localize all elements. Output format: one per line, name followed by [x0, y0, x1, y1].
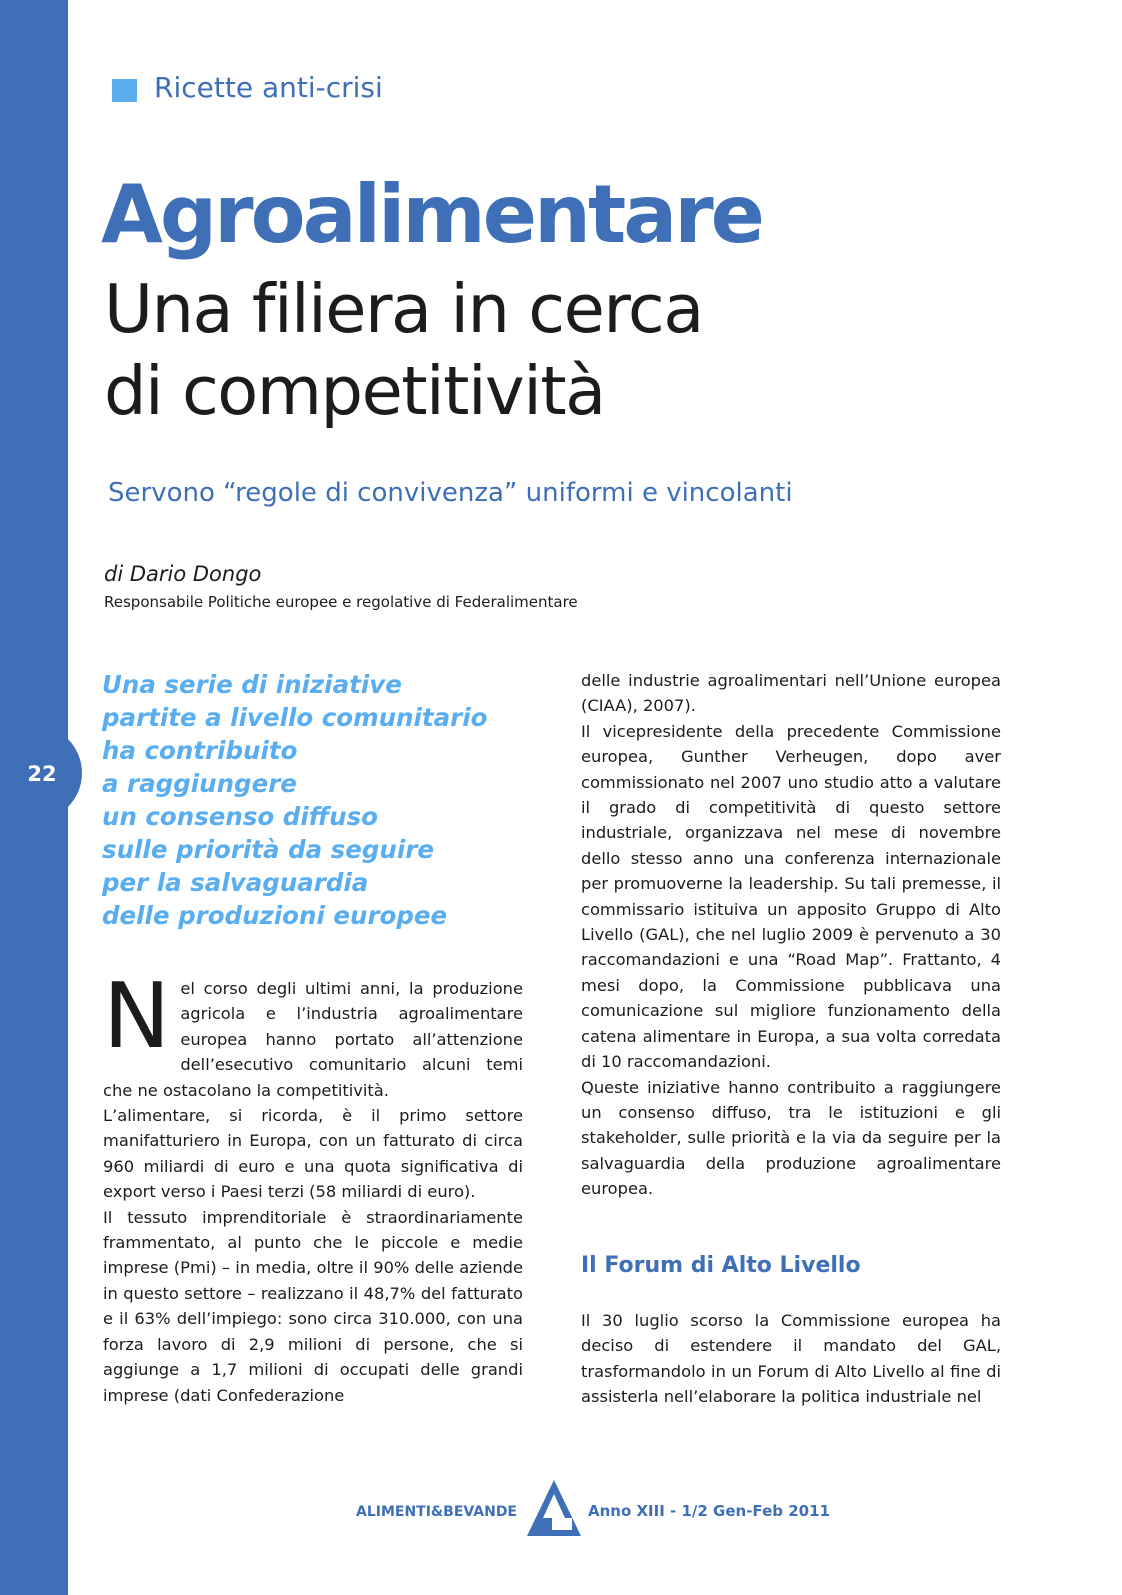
body-paragraph: Il vicepresidente della precedente Commissione europea, Gunther Verheugen, dopo aver commissionato nel 2007 uno studio atto a valutare il grado di competitività di questo settore industriale, organizzava nel mese di novembre dello stesso anno una conferenza internazionale per promuoverne la leadership. Su tali premesse, il commissario istituiva un apposito Gruppo di Alto Livello (GAL), che nel luglio 2009 è pervenuto a 30 raccomandazioni e una “Road Map”. Frattanto, 4 mesi dopo, la Commissione pubblicava una comunicazione sul migliore funzionamento della catena alimentare in Europa, a sua volta corredata di 10 raccomandazioni.	[581, 721, 1001, 1072]
article-title: Agroalimentare	[101, 168, 762, 261]
body-paragraph: Il tessuto imprenditoriale è straordinariamente frammentato, al punto che le piccole e medie imprese (Pmi) – in media, oltre il 90% delle aziende in questo settore – realizzano il 48,7% del fatturato e il 63% dell’impiego: sono circa 310.000, con una forza lavoro di 2,9 milioni di persone, che si aggiunge a 1,7 milioni di occupati delle grandi imprese (dati Confederazione	[103, 1207, 523, 1405]
subtitle-line: di competitività	[104, 352, 605, 430]
section-marker-icon	[112, 79, 137, 102]
right-column	[581, 668, 1001, 1202]
body-paragraph: delle industrie agroalimentari nell’Unione europea (CIAA), 2007).	[581, 671, 1001, 716]
body-paragraph: L’alimentare, si ricorda, è il primo settore manifatturiero in Europa, con un fatturato di circa 960 miliardi di euro e una quota significativa di export verso i Paesi terzi (58 miliardi di euro).	[103, 1106, 523, 1202]
lead-line: Una serie di iniziative	[102, 670, 402, 699]
author-name: di Dario Dongo	[104, 562, 262, 586]
left-column	[103, 964, 523, 1408]
lead-line: un consenso diffuso	[102, 802, 378, 831]
section-heading: Il Forum di Alto Livello	[581, 1253, 861, 1278]
body-paragraph: Il 30 luglio scorso la Commissione europea ha deciso di estendere il mandato del GAL, trasformandolo in un Forum di Alto Livello al fine di assisterla nell’elaborare la politica industriale nel	[581, 1311, 1001, 1407]
lead-line: delle produzioni europee	[102, 901, 448, 930]
magazine-logo-icon	[525, 1478, 583, 1538]
page-number: 22	[27, 762, 57, 786]
right-column-continued	[581, 1308, 1001, 1410]
footer-magazine-name: ALIMENTI&BEVANDE	[356, 1504, 517, 1520]
article-subtitle	[104, 268, 703, 432]
lead-line: ha contribuito	[102, 736, 298, 765]
lead-line: sulle priorità da seguire	[102, 835, 434, 864]
article-subheading: Servono “regole di convivenza” uniformi e vincolanti	[108, 478, 793, 508]
lead-paragraph	[102, 668, 532, 932]
section-label: Ricette anti-crisi	[154, 71, 383, 104]
paragraph-text: el corso degli ultimi anni, la produzione agricola e l’industria agroalimentare europea hanno portato all’attenzione dell’esecutivo comunitario alcuni temi che ne ostacolano la competitività.	[103, 979, 523, 1100]
subtitle-line: Una filiera in cerca	[104, 270, 703, 348]
footer-issue: Anno XIII - 1/2 Gen-Feb 2011	[588, 1502, 830, 1520]
body-paragraph: Queste iniziative hanno contribuito a raggiungere un consenso diffuso, tra le istituzioni e gli stakeholder, sulle priorità e la via da seguire per la salvaguardia della produzione agroalimentare europea.	[581, 1077, 1001, 1199]
lead-line: a raggiungere	[102, 769, 297, 798]
author-role: Responsabile Politiche europee e regolative di Federalimentare	[104, 593, 578, 611]
lead-line: partite a livello comunitario	[102, 703, 488, 732]
drop-cap: N	[103, 964, 171, 1069]
body-paragraph	[103, 964, 523, 1103]
lead-line: per la salvaguardia	[102, 868, 369, 897]
